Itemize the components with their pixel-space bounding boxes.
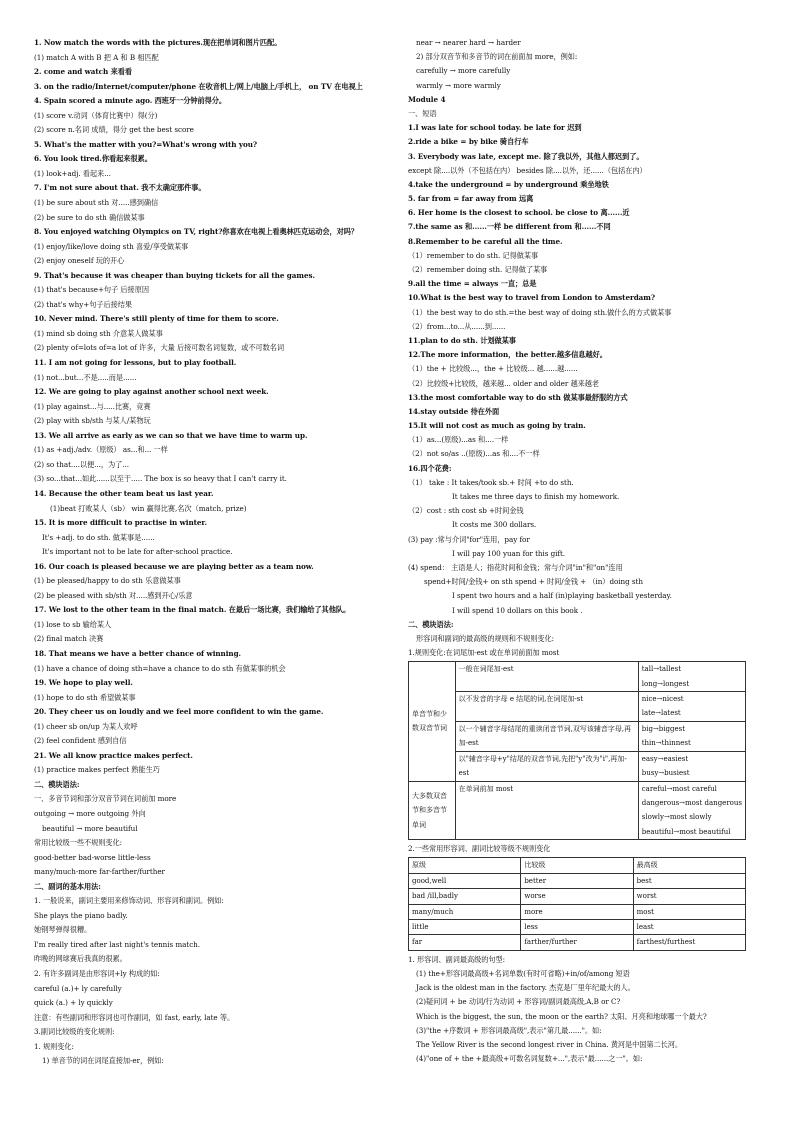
- text-line: (1) match A with B 把 A 和 B 相匹配: [34, 52, 159, 62]
- text-line: careful (a.)+ ly carefully: [34, 983, 122, 993]
- table-row: [409, 721, 746, 751]
- text-line: quick (a.) + ly quickly: [34, 998, 113, 1008]
- table-cell: most: [633, 904, 745, 919]
- table-cell: good,well: [409, 873, 521, 888]
- table-row: [409, 889, 746, 904]
- heading-line: 21. We all know practice makes perfect.: [34, 750, 193, 760]
- text-line: (3) so...that...如此......以至于..... The box is so heavy that I can't carry it.: [34, 474, 287, 484]
- text-line: 1. 一般说来，副词主要用来修饰动词、形容词和副词。例如:: [34, 896, 224, 906]
- text-line: (2) feel confident 感到自信: [34, 736, 127, 746]
- text-line: (1) that's because+句子 后接原因: [34, 285, 149, 295]
- rule-cell: 以不发音的字母 e 结尾的词,在词尾加-st: [455, 692, 638, 722]
- heading-line: 12.The more information，the better.越多信息越好。: [408, 350, 607, 360]
- text-line: warmly → more warmly: [416, 80, 501, 90]
- heading-line: 14.stay outside 待在外面: [408, 406, 500, 416]
- example-text: slowly→most slowly: [641, 813, 712, 822]
- table-header-row: [409, 858, 746, 873]
- text-line: (3)"the +序数词 + 形容词最高级",表示"第几最......"。如:: [416, 1025, 602, 1035]
- heading-line: 二、模块语法:: [34, 779, 80, 789]
- heading-line: 15. It is more difficult to practise in winter.: [34, 518, 207, 528]
- example-text: nice→nicest: [641, 695, 684, 704]
- heading-line: 8. You enjoyed watching Olympics on TV, right?你喜欢在电视上看奥林匹克运动会，对吗？: [34, 227, 359, 237]
- text-line: (1) have a chance of doing sth=have a chance to do sth 有做某事的机会: [34, 663, 286, 673]
- table-cell: worse: [521, 889, 633, 904]
- text-line: I will pay 100 yuan for this gift.: [452, 548, 566, 558]
- text-line: (1) practice makes perfect 熟能生巧: [34, 765, 160, 775]
- heading-line: 3. on the radio/Internet/computer/phone 在收音机上/网上/电脑上/手机上， on TV 在电视上: [34, 81, 363, 91]
- heading-line: 10.What is the best way to travel from London to Amsterdam?: [408, 293, 656, 303]
- text-line: spend+时间/金钱+ on sth spend + 时间/金钱 + （in）doing sth: [424, 577, 643, 587]
- table-row: [409, 873, 746, 888]
- example-cell: [638, 662, 745, 692]
- heading-line: 1.I was late for school today. be late for 迟到: [408, 123, 582, 133]
- heading-line: 19. We hope to play well.: [34, 678, 133, 688]
- text-line: 2) 部分双音节和多音节的词在前面加 more，例如:: [416, 52, 578, 62]
- rule-cell: 在单词前加 most: [455, 781, 638, 840]
- heading-line: 15.It will not cost as much as going by train.: [408, 421, 586, 431]
- text-line: (2)疑问词 + be 动词/行为动词 + 形容词/副词最高级,A,B or C?: [416, 997, 621, 1007]
- text-line: (1) be sure about sth 对.....感到确信: [34, 198, 159, 208]
- heading-line: 8.Remember to be careful all the time.: [408, 236, 563, 246]
- table-cell: far: [409, 935, 521, 950]
- text-line: (1) as +adj./adv.（原级） as...和... 一样: [34, 445, 168, 455]
- text-line: （2）not so/as ..(原级)...as 和....不一样: [408, 449, 540, 459]
- group-label-cell: 单音节和少数双音节词: [409, 662, 456, 781]
- text-line: 1) 单音节的词在词尾直接加-er，例如:: [42, 1056, 164, 1066]
- heading-line: 12. We are going to play against another school next week.: [34, 387, 269, 397]
- text-line: (1) look+adj. 看起来...: [34, 168, 111, 178]
- example-text: beautiful→most beautiful: [641, 827, 731, 836]
- heading-line: 10. Never mind. There's still plenty of time for them to score.: [34, 314, 279, 324]
- text-line: Jack is the oldest man in the factory. 杰克是厂里年纪最大的人。: [416, 983, 635, 993]
- text-line: (2) so that....以便...，为了...: [34, 459, 129, 469]
- text-line: (2) score n.名词 成绩，得分 get the best score: [34, 125, 194, 135]
- text-line: 形容词和副词的最高级的规则和不规则变化:: [416, 633, 554, 643]
- irregular-table-title: 2.一些常用形容词、副词比较等级不规则变化: [408, 844, 551, 854]
- example-text: thin→thinnest: [641, 739, 691, 748]
- table-cell: best: [633, 873, 745, 888]
- text-line: 常用比较级一些不规则变化:: [34, 838, 123, 848]
- example-text: big→biggest: [641, 724, 686, 733]
- text-line: It takes me three days to finish my homework.: [452, 492, 620, 501]
- example-text: late→latest: [641, 709, 681, 718]
- heading-line: 18. That means we have a better chance of winning.: [34, 648, 242, 658]
- table-row: [409, 751, 746, 781]
- text-line: 1. 形容词、副词最高级的句型:: [408, 954, 506, 964]
- text-line: She plays the piano badly.: [34, 910, 128, 920]
- text-line: 1. 规则变化:: [34, 1041, 74, 1051]
- text-line: (4) spend： 主语是人；指花时间和金钱；常与介词"in"和"on"连用: [408, 562, 623, 572]
- header-cell: 比较级: [521, 858, 633, 873]
- table-cell: better: [521, 873, 633, 888]
- text-line: 2. 有许多副词是由形容词+ly 构成的如:: [34, 969, 160, 978]
- text-line: except 除....以外（不包括在内） besides 除....以外，还......（包括在内）: [408, 165, 647, 175]
- example-cell: [638, 751, 745, 781]
- text-line: (3) pay :常与介词"for"连用，pay for: [408, 534, 530, 544]
- text-line: It's important not to be late for after-school practice.: [42, 547, 233, 557]
- table-cell: least: [633, 919, 745, 934]
- heading-line: 16. Our coach is pleased because we are playing better as a team now.: [34, 561, 314, 571]
- example-cell: [638, 781, 745, 840]
- table-row: [409, 935, 746, 950]
- text-line: 1.规则变化:在词尾加-est 或在单词前面加 most: [408, 648, 560, 658]
- text-line: （1）the + 比较级...，the + 比较级... 越......越......: [408, 364, 578, 374]
- text-line: (1) not...but...不是.....而是......: [34, 372, 137, 382]
- text-line: outgoing → more outgoing 外向: [34, 808, 146, 818]
- example-text: busy→busiest: [641, 769, 690, 778]
- rule-cell: 以一个辅音字母结尾的重读闭音节词,双写该辅音字母,再加-est: [455, 721, 638, 751]
- example-text: easy→easiest: [641, 754, 689, 763]
- heading-line: 14. Because the other team beat us last year.: [34, 488, 214, 498]
- text-line: (1) hope to do sth 希望做某事: [34, 692, 136, 702]
- table-row: [409, 662, 746, 692]
- text-line: (1) mind sb doing sth 介意某人做某事: [34, 328, 163, 338]
- text-line: (1) the+形容词最高级+名词单数(有时可省略)+in/of/among 短语: [416, 968, 630, 978]
- text-line: I spent two hours and a half (in)playing basketball yesterday.: [452, 591, 672, 601]
- heading-line: 9.all the time = always 一直；总是: [408, 279, 537, 289]
- text-line: （2）cost : sth cost sb +时间金钱: [408, 506, 524, 516]
- table-row: [409, 781, 746, 840]
- table-cell: bad /ill,badly: [409, 889, 521, 904]
- heading-line: 20. They cheer us on loudly and we feel more confident to win the game.: [34, 707, 324, 717]
- table-cell: little: [409, 919, 521, 934]
- rule-cell: 以"辅音字母+y"结尾的双音节词,先把"y"改为"i",再加-est: [455, 751, 638, 781]
- table-row: [409, 904, 746, 919]
- text-line: It costs me 300 dollars.: [452, 520, 537, 530]
- text-line: 3.副词比较级的变化规则:: [34, 1027, 115, 1037]
- text-line: good-better bad-worse little-less: [34, 852, 151, 862]
- example-cell: [638, 721, 745, 751]
- heading-line: 2. come and watch 来看看: [34, 67, 133, 77]
- text-line: many/much-more far-farther/further: [34, 867, 165, 877]
- heading-line: 17. We lost to the other team in the final match. 在最后一场比赛，我们输给了其他队。: [34, 605, 351, 615]
- text-line: （1）the best way to do sth.=the best way of doing sth.做什么的方式做某事: [408, 307, 672, 317]
- heading-line: 11. I am not going for lessons, but to play football.: [34, 358, 237, 368]
- heading-line: 6. Her home is the closest to school. be close to 离......近: [408, 208, 630, 218]
- text-line: (2) play with sb/sth 与某人/某物玩: [34, 416, 151, 426]
- text-line: （1）remember to do sth. 记得做某事: [408, 250, 539, 260]
- text-line: （1） take : It takes/took sb.+ 时间 +to do sth.: [408, 477, 574, 487]
- table-cell: more: [521, 904, 633, 919]
- text-line: （2）remember doing sth. 记得做了某事: [408, 265, 548, 274]
- heading-line: 16.四个花费:: [408, 463, 452, 473]
- text-line: (2) enjoy oneself 玩的开心: [34, 256, 125, 266]
- left-column: [34, 36, 396, 1069]
- text-line: 一、短语: [408, 108, 437, 118]
- text-line: （1）as...(原级)...as 和....一样: [408, 435, 509, 445]
- example-text: careful→most careful: [641, 784, 717, 793]
- example-cell: [638, 692, 745, 722]
- text-line: (1) be pleased/happy to do sth 乐意做某事: [34, 576, 181, 586]
- superlative-rules-table: [408, 661, 746, 840]
- heading-line: 6. You look tired.你看起来很累。: [34, 154, 152, 164]
- text-line: (2) that's why+句子后接结果: [34, 299, 133, 309]
- table-cell: many/much: [409, 904, 521, 919]
- text-line: It's +adj. to do sth. 做某事是......: [42, 532, 155, 542]
- text-line: 一、多音节词和部分双音节词在词前加 more: [34, 794, 177, 804]
- text-line: (1) play against...与.....比赛，竞赛: [34, 401, 151, 411]
- example-text: long→longest: [641, 679, 690, 688]
- table-cell: less: [521, 919, 633, 934]
- superlative-patterns: [408, 953, 768, 1067]
- heading-line: 13. We all arrive as early as we can so that we have time to warm up.: [34, 430, 308, 440]
- heading-line: 7. I'm not sure about that. 我不太确定那件事。: [34, 183, 206, 193]
- text-line: I will spend 10 dollars on this book .: [452, 605, 583, 615]
- text-line: (1) score v.动词（体育比赛中）得(分): [34, 110, 158, 120]
- text-line: I'm really tired after last night's tennis match.: [34, 939, 200, 949]
- text-line: The Yellow River is the second longest river in China. 黄河是中国第二长河。: [416, 1039, 683, 1049]
- right-column-notes: [408, 36, 768, 660]
- header-cell: 最高级: [633, 858, 745, 873]
- text-line: (2) final match 决赛: [34, 634, 104, 644]
- heading-line: 13.the most comfortable way to do sth 做某事最舒服的方式: [408, 392, 628, 402]
- example-text: tall→tallest: [641, 665, 682, 674]
- heading-line: 4.take the underground = by underground 乘坐地铁: [408, 179, 609, 189]
- text-line: (4)"one of + the +最高级+可数名词复数+...",表示"最......之一"。如:: [416, 1054, 643, 1064]
- text-line: 昨晚的网球赛后我真的很累。: [34, 954, 127, 964]
- heading-line: 5. What's the matter with you?=What's wrong with you?: [34, 139, 258, 149]
- text-line: (1) lose to sb 输给某人: [34, 619, 112, 629]
- heading-line: 3. Everybody was late, except me. 除了我以外，其他人都迟到了。: [408, 151, 644, 161]
- heading-line: 1. Now match the words with the pictures.现在把单词和图片匹配。: [34, 38, 282, 47]
- heading-line: 二、副词的基本用法:: [34, 881, 101, 891]
- example-text: dangerous→most dangerous: [641, 798, 742, 807]
- heading-line: 5. far from = far away from 远离: [408, 194, 534, 204]
- text-line: (2) be pleased with sb/sth 对.....感到开心/乐意: [34, 590, 193, 600]
- table-row: [409, 919, 746, 934]
- text-line: (1)beat 打败某人（sb） win 赢得比赛,名次（match, prize): [50, 503, 247, 513]
- heading-line: 2.ride a bike = by bike 骑自行车: [408, 137, 529, 147]
- heading-line: 11.plan to do sth. 计划做某事: [408, 335, 516, 345]
- heading-line: 4. Spain scored a minute ago. 西班牙一分钟前得分。: [34, 96, 227, 106]
- text-line: near → nearer hard → harder: [416, 38, 521, 47]
- header-cell: 原级: [409, 858, 521, 873]
- text-line: （2）比较级+比较级，越来越... older and older 越来越老: [408, 378, 600, 388]
- text-line: (1) cheer sb on/up 为某人欢呼: [34, 721, 138, 731]
- table-cell: farther/further: [521, 935, 633, 950]
- text-line: (2) be sure to do sth 确信做某事: [34, 212, 145, 222]
- text-line: carefully → more carefully: [416, 66, 511, 76]
- text-line: beautiful → more beautiful: [42, 823, 138, 833]
- table-cell: worst: [633, 889, 745, 904]
- group-label-cell: 大多数双音节和多音节单词: [409, 781, 456, 840]
- irregular-forms-table: [408, 857, 746, 950]
- text-line: （2）from...to...从......到......: [408, 321, 506, 331]
- table-row: [409, 692, 746, 722]
- text-line: Which is the biggest, the sun, the moon or the earth? 太阳、月亮和地球哪一个最大?: [416, 1011, 707, 1021]
- heading-line: Module 4: [408, 94, 446, 104]
- heading-line: 二、模块语法:: [408, 619, 454, 629]
- text-line: (2) plenty of=lots of=a lot of 许多，大量 后接可数名词复数，或不可数名词: [34, 343, 285, 353]
- right-column: [408, 36, 768, 1066]
- text-line: (1) enjoy/like/love doing sth 喜爱/享受做某事: [34, 241, 189, 251]
- text-line: 注意：有些副词和形容词也可作副词，如 fast, early, late 等。: [34, 1012, 235, 1022]
- table-cell: farthest/furthest: [633, 935, 745, 950]
- heading-line: 9. That's because it was cheaper than buying tickets for all the games.: [34, 270, 315, 280]
- rule-cell: 一般在词尾加-est: [455, 662, 638, 692]
- heading-line: 7.the same as 和......一样 be different from 和......不同: [408, 222, 611, 232]
- text-line: 她钢琴弹得很糟。: [34, 925, 92, 935]
